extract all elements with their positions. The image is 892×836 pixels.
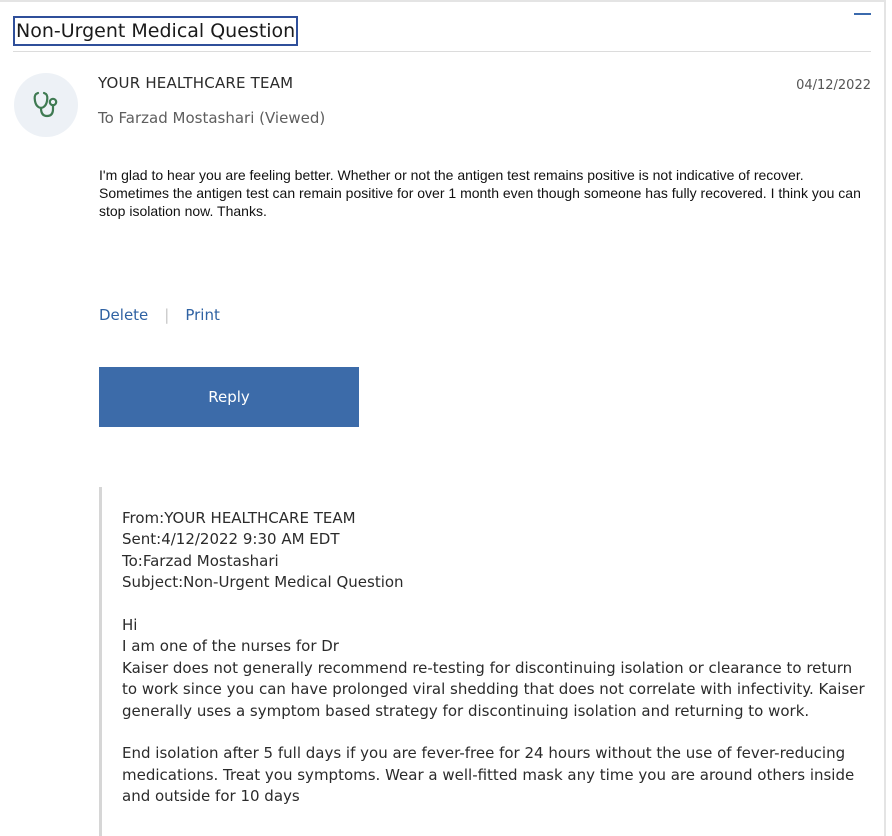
quoted-subject: Subject:Non-Urgent Medical Question [122, 573, 404, 592]
recipient-line: To Farzad Mostashari (Viewed) [98, 109, 326, 127]
reply-button[interactable]: Reply [99, 367, 359, 427]
quoted-greeting: Hi [122, 616, 138, 635]
quoted-spacer [122, 722, 870, 743]
quoted-paragraph: End isolation after 5 full days if you are fever-free for 24 hours without the use of fever-reducing medications. Treat you symptoms. Wear a well-fitted mask any time you are around others inside and outside for 10 days [122, 744, 855, 806]
quoted-paragraph: Kaiser does not generally recommend re-testing for discontinuing isolation or clearance to return to work since you can have prolonged viral shedding that does not correlate with infectivity. Kaiser generally uses a symptom based strategy for discontinuing isolation and returning to work. [122, 658, 865, 720]
collapse-icon[interactable] [854, 13, 871, 15]
quoted-intro: I am one of the nurses for Dr [122, 637, 339, 656]
print-link[interactable]: Print [185, 306, 220, 324]
quoted-sent: Sent:4/12/2022 9:30 AM EDT [122, 530, 340, 549]
quoted-message [99, 487, 869, 836]
quoted-from: From:YOUR HEALTHCARE TEAM [122, 509, 356, 527]
message-date: 04/12/2022 [796, 78, 871, 93]
delete-link[interactable]: Delete [99, 306, 149, 324]
quoted-to: To:Farzad Mostashari [122, 551, 279, 570]
action-separator: | [164, 306, 170, 324]
sender-name: YOUR HEALTHCARE TEAM [98, 74, 294, 92]
stethoscope-icon [32, 90, 60, 120]
message-body: I'm glad to hear you are feeling better. Whether or not the antigen test remains positive is not indicative of recover. Sometimes the antigen test can remain positive for over 1 month even though someone has fully recovered. I think you can stop isolation now. Thanks. [99, 167, 861, 219]
avatar [14, 73, 78, 137]
quoted-message-content [122, 508, 870, 808]
quoted-spacer [122, 594, 870, 615]
message-actions [99, 306, 220, 324]
message-subject-heading[interactable]: Non-Urgent Medical Question [13, 16, 298, 46]
header-divider [13, 51, 871, 52]
